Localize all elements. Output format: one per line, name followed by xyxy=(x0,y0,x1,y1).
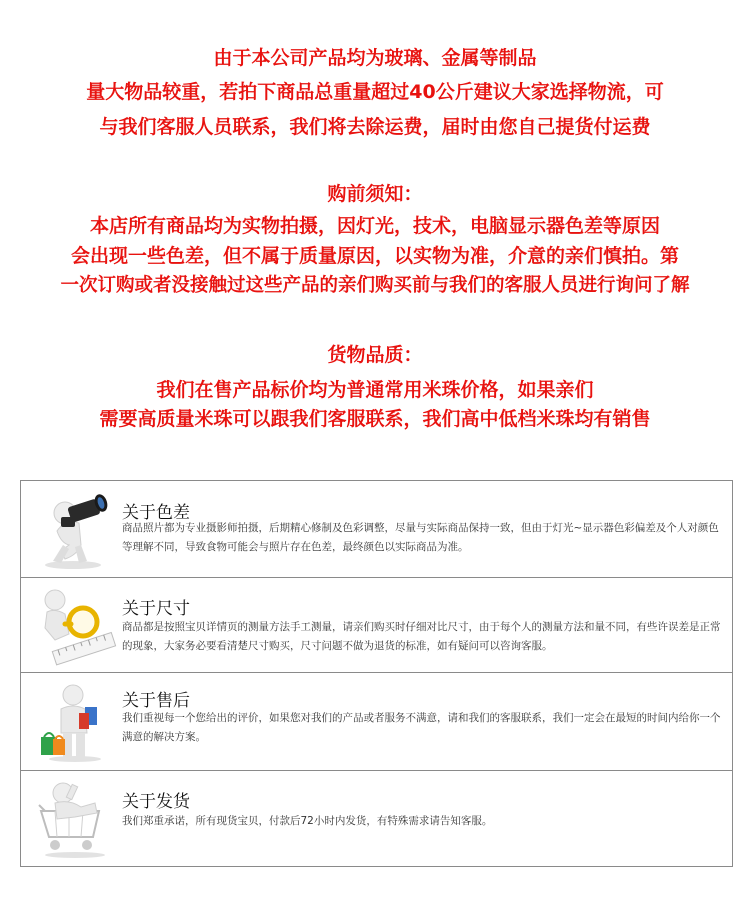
figure-shopping-cart-icon xyxy=(35,777,117,859)
notice-shipping-line: 量大物品较重，若拍下商品总重量超过40公斤建议大家选择物流，可 xyxy=(86,81,664,103)
notice-shipping-line: 与我们客服人员联系，我们将去除运费，届时由您自己提货付运费 xyxy=(99,116,651,138)
policy-row-size xyxy=(21,578,732,673)
notice-purchase-line: 本店所有商品均为实物拍摄，因灯光，技术，电脑显示器色差等原因 xyxy=(89,215,660,237)
policy-row-delivery xyxy=(21,771,732,868)
policy-title: 关于尺寸 xyxy=(122,599,190,619)
notice-purchase-heading: 购前须知： xyxy=(327,183,423,205)
notice-quality-line: 需要高质量米珠可以跟我们客服联系，我们高中低档米珠均有销售 xyxy=(99,408,651,430)
figure-magnifier-ruler-icon xyxy=(35,584,117,666)
notice-purchase-line: 会出现一些色差，但不属于质量原因，以实物为准，介意的亲们慎拍。第 xyxy=(70,245,679,267)
policy-description: 商品都是按照宝贝详情页的测量方法手工测量，请亲们购买时仔细对比尺寸，由于每个人的测量方法和量不同，有些许误差是正常的现象，大家务必要看清楚尺寸购买，尺寸问题不做为退货的标准，如有疑问可以咨询客服。 xyxy=(122,621,721,652)
policy-table xyxy=(20,480,733,867)
policy-description: 我们重视每一个您给出的评价，如果您对我们的产品或者服务不满意，请和我们的客服联系，我们一定会在最短的时间内给你一个满意的解决方案。 xyxy=(122,712,721,743)
policy-description: 商品照片都为专业摄影师拍摄，后期精心修制及色彩调整，尽量与实际商品保持一致，但由于灯光~显示器色彩偏差及个人对颜色等理解不同，导致食物可能会与照片存在色差，最终颜色以实际商品为准。 xyxy=(122,522,719,553)
policy-row-color xyxy=(21,481,732,578)
policy-title: 关于售后 xyxy=(122,691,190,711)
figure-shopping-bags-icon xyxy=(35,681,117,763)
notice-shipping-line: 由于本公司产品均为玻璃、金属等制品 xyxy=(213,47,537,69)
notice-quality-line: 我们在售产品标价均为普通常用米珠价格，如果亲们 xyxy=(156,379,594,401)
policy-title: 关于色差 xyxy=(122,503,190,523)
policy-description: 我们郑重承诺，所有现货宝贝，付款后72小时内发货，有特殊需求请告知客服。 xyxy=(122,815,493,827)
policy-row-after-sales xyxy=(21,673,732,771)
policy-title: 关于发货 xyxy=(122,792,190,812)
figure-camera-icon xyxy=(35,489,117,571)
notice-quality-heading: 货物品质： xyxy=(327,344,423,366)
notice-purchase-line: 一次订购或者没接触过这些产品的亲们购买前与我们的客服人员进行询问了解 xyxy=(60,275,690,296)
